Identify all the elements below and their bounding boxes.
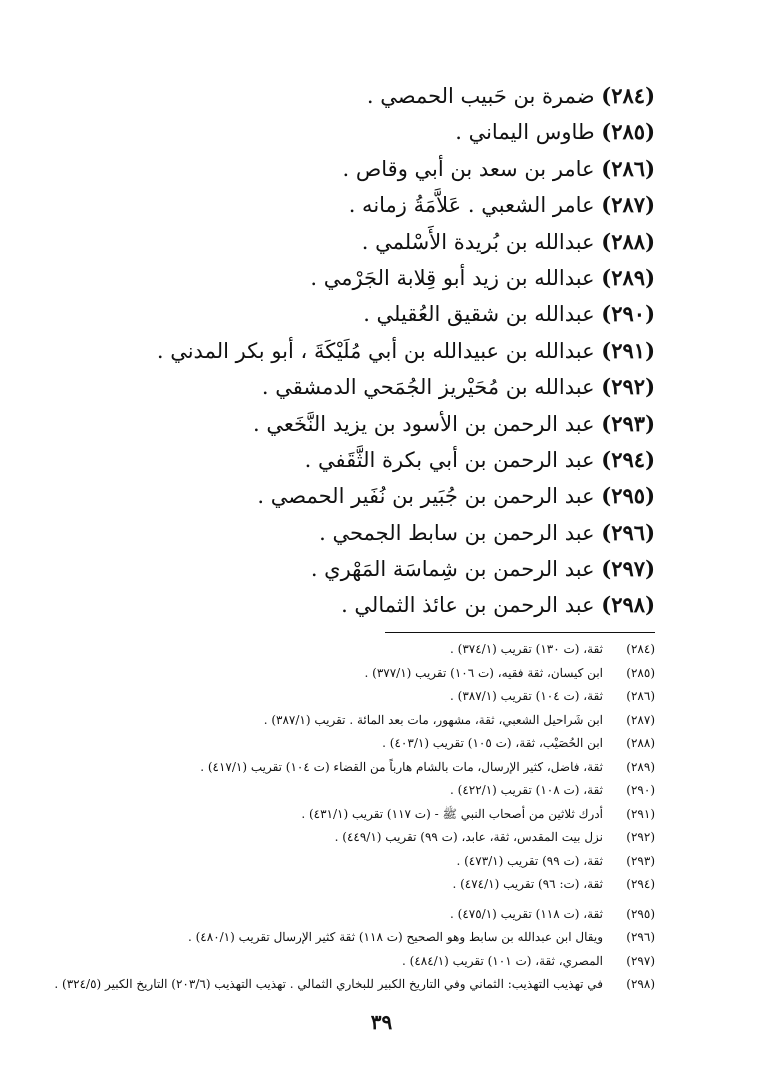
footnote: [15, 662, 655, 686]
footnote-text: المصري، ثقة، (ت ١٠١) تقريب (٤٨٤/١) .: [402, 953, 603, 968]
footnote-number: (٢٨٤): [626, 642, 655, 656]
footnote-number: (٢٩٨): [626, 977, 655, 991]
footnote-text: ويقال ابن عبدالله بن سابط وهو الصحيح (ت ١١٨) ثقة كثير الإرسال تقريب (٤٨٠/١) .: [187, 930, 603, 944]
entry-number: (٢٨٤): [601, 83, 655, 108]
footnote: [15, 973, 655, 997]
entry-text: عبدالله بن عبيدالله بن أبي مُلَيْكَةَ ، أبو بكر المدني .: [156, 338, 595, 363]
entry-number: (٢٩٨): [601, 592, 655, 618]
footnote-number: (٢٨٨): [626, 736, 655, 750]
narrator-entry: [55, 515, 655, 551]
footnote-number: (٢٩١): [626, 806, 655, 821]
footnote: [15, 638, 655, 662]
entry-number: (٢٩٧): [601, 556, 655, 582]
narrator-entry: [55, 187, 655, 223]
footnote-number: (٢٩٢): [626, 830, 655, 844]
footnote: [15, 709, 655, 733]
footnote: [15, 732, 655, 756]
narrator-entry: [55, 296, 655, 332]
footnote-text: ثقة، (ت ١٠٤) تقريب (٣٨٧/١) .: [450, 689, 603, 703]
entry-number: (٢٨٩): [601, 264, 655, 290]
entry-text: عبد الرحمن بن الأسود بن يزيد النَّخَعي .: [253, 411, 595, 436]
footnote: [15, 756, 655, 780]
entry-number: (٢٩٢): [601, 374, 655, 400]
footnote: [15, 903, 655, 927]
narrator-entry: [55, 333, 655, 369]
narrator-entry: [55, 151, 655, 187]
footnote-text: ابن شَراحيل الشعبي، ثقة، مشهور، مات بعد المائة . تقريب (٣٨٧/١) .: [263, 712, 603, 727]
entry-number: (٢٩١): [601, 337, 655, 363]
narrator-entry: [55, 587, 655, 623]
narrators-list: [55, 78, 655, 624]
footnote-text: نزل بيت المقدس، ثقة، عابد، (ت ٩٩) تقريب (٤٤٩/١) .: [334, 830, 603, 844]
footnote: [15, 826, 655, 850]
footnote: [15, 873, 655, 897]
entry-text: عبدالله بن زيد أبو قِلابة الجَرْمي .: [310, 265, 595, 290]
entry-text: عبدالله بن بُريدة الأَسْلمي .: [361, 229, 595, 254]
entry-text: عامر الشعبي . عَلاَّمَةُ زمانه .: [348, 193, 595, 218]
entry-number: (٢٩٣): [601, 410, 655, 436]
footnote-number: (٢٩٦): [626, 930, 655, 944]
entry-text: عبد الرحمن بن سابط الجمحي .: [319, 520, 595, 545]
footnote-number: (٢٨٩): [626, 759, 655, 774]
narrator-entry: [55, 369, 655, 405]
footnote-number: (٢٨٦): [626, 689, 655, 703]
footnote-text: ثقة، (ت ١١٨) تقريب (٤٧٥/١) .: [450, 906, 603, 921]
footnote: [15, 779, 655, 803]
footnote: [15, 850, 655, 874]
entry-text: عبدالله بن مُحَيْريز الجُمَحي الدمشقي .: [261, 375, 595, 400]
footnote-text: ابن الحُصَيْب، ثقة، (ت ١٠٥) تقريب (٤٠٣/١) .: [382, 736, 603, 750]
footnote-text: في تهذيب التهذيب: الثماني وفي التاريخ الكبير للبخاري الثمالي . تهذيب التهذيب (٢٠٣/٦) التاريخ الكبير (٣٢٤/٥) .: [54, 977, 603, 991]
footnote-separator: [385, 632, 655, 633]
narrator-entry: [55, 551, 655, 587]
footnote-number: (٢٨٥): [626, 665, 655, 680]
footnote-text: ثقة، فاضل، كثير الإرسال، مات بالشام هارباً من القضاء (ت ١٠٤) تقريب (٤١٧/١) .: [200, 759, 603, 774]
narrator-entry: [55, 224, 655, 260]
entry-text: عبد الرحمن بن شِماسَة المَهْري .: [310, 557, 595, 582]
entry-text: عبدالله بن شقيق العُقيلي .: [363, 302, 595, 327]
entry-number: (٢٩٠): [601, 301, 655, 327]
footnote-text: ثقة، (ت: ٩٦) تقريب (٤٧٤/١) .: [452, 877, 603, 891]
footnote-number: (٢٨٧): [626, 712, 655, 727]
footnote: [15, 685, 655, 709]
entry-number: (٢٩٦): [601, 519, 655, 545]
footnote-text: أدرك ثلاثين من أصحاب النبي ﷺ - (ت ١١٧) تقريب (٤٣١/١) .: [301, 806, 603, 821]
entry-number: (٢٨٦): [601, 155, 655, 181]
page-number: ٣٩: [370, 1010, 393, 1034]
footnote-number: (٢٩٧): [626, 953, 655, 968]
entry-text: ضمرة بن حَبيب الحمصي .: [366, 84, 595, 108]
entry-text: عامر بن سعد بن أبي وقاص .: [342, 156, 595, 181]
entry-text: عبد الرحمن بن عائذ الثمالي .: [341, 593, 595, 618]
entry-number: (٢٩٥): [601, 483, 655, 509]
narrator-entry: [55, 114, 655, 150]
footnote-number: (٢٩٥): [626, 906, 655, 921]
narrator-entry: [55, 406, 655, 442]
footnote-number: (٢٩٤): [626, 877, 655, 891]
entry-number: (٢٨٨): [601, 228, 655, 254]
narrator-entry: [55, 478, 655, 514]
entry-number: (٢٩٤): [601, 446, 655, 472]
footnote-text: ثقة، (ت ١٠٨) تقريب (٤٢٢/١) .: [450, 783, 603, 797]
footnote: [15, 926, 655, 950]
entry-text: عبد الرحمن بن أبي بكرة الثَّقَفي .: [304, 447, 595, 472]
footnotes-list: [15, 638, 655, 997]
entry-text: عبد الرحمن بن جُبَير بن نُفَير الحمصي .: [257, 484, 595, 509]
footnote: [15, 950, 655, 974]
footnote-number: (٢٩٠): [626, 783, 655, 797]
narrator-entry: [55, 260, 655, 296]
footnote-text: ثقة، (ت ٩٩) تقريب (٤٧٣/١) .: [456, 853, 603, 868]
narrator-entry: [55, 78, 655, 114]
footnote: [15, 803, 655, 827]
entry-number: (٢٨٥): [601, 119, 655, 145]
footnote-text: ابن كيسان، ثقة فقيه، (ت ١٠٦) تقريب (٣٧٧/١) .: [364, 665, 603, 680]
entry-text: طاوس اليماني .: [455, 120, 595, 145]
entry-number: (٢٨٧): [601, 192, 655, 218]
footnote-text: ثقة، (ت ١٣٠) تقريب (٣٧٤/١) .: [450, 642, 603, 656]
footnote-number: (٢٩٣): [626, 853, 655, 868]
narrator-entry: [55, 442, 655, 478]
